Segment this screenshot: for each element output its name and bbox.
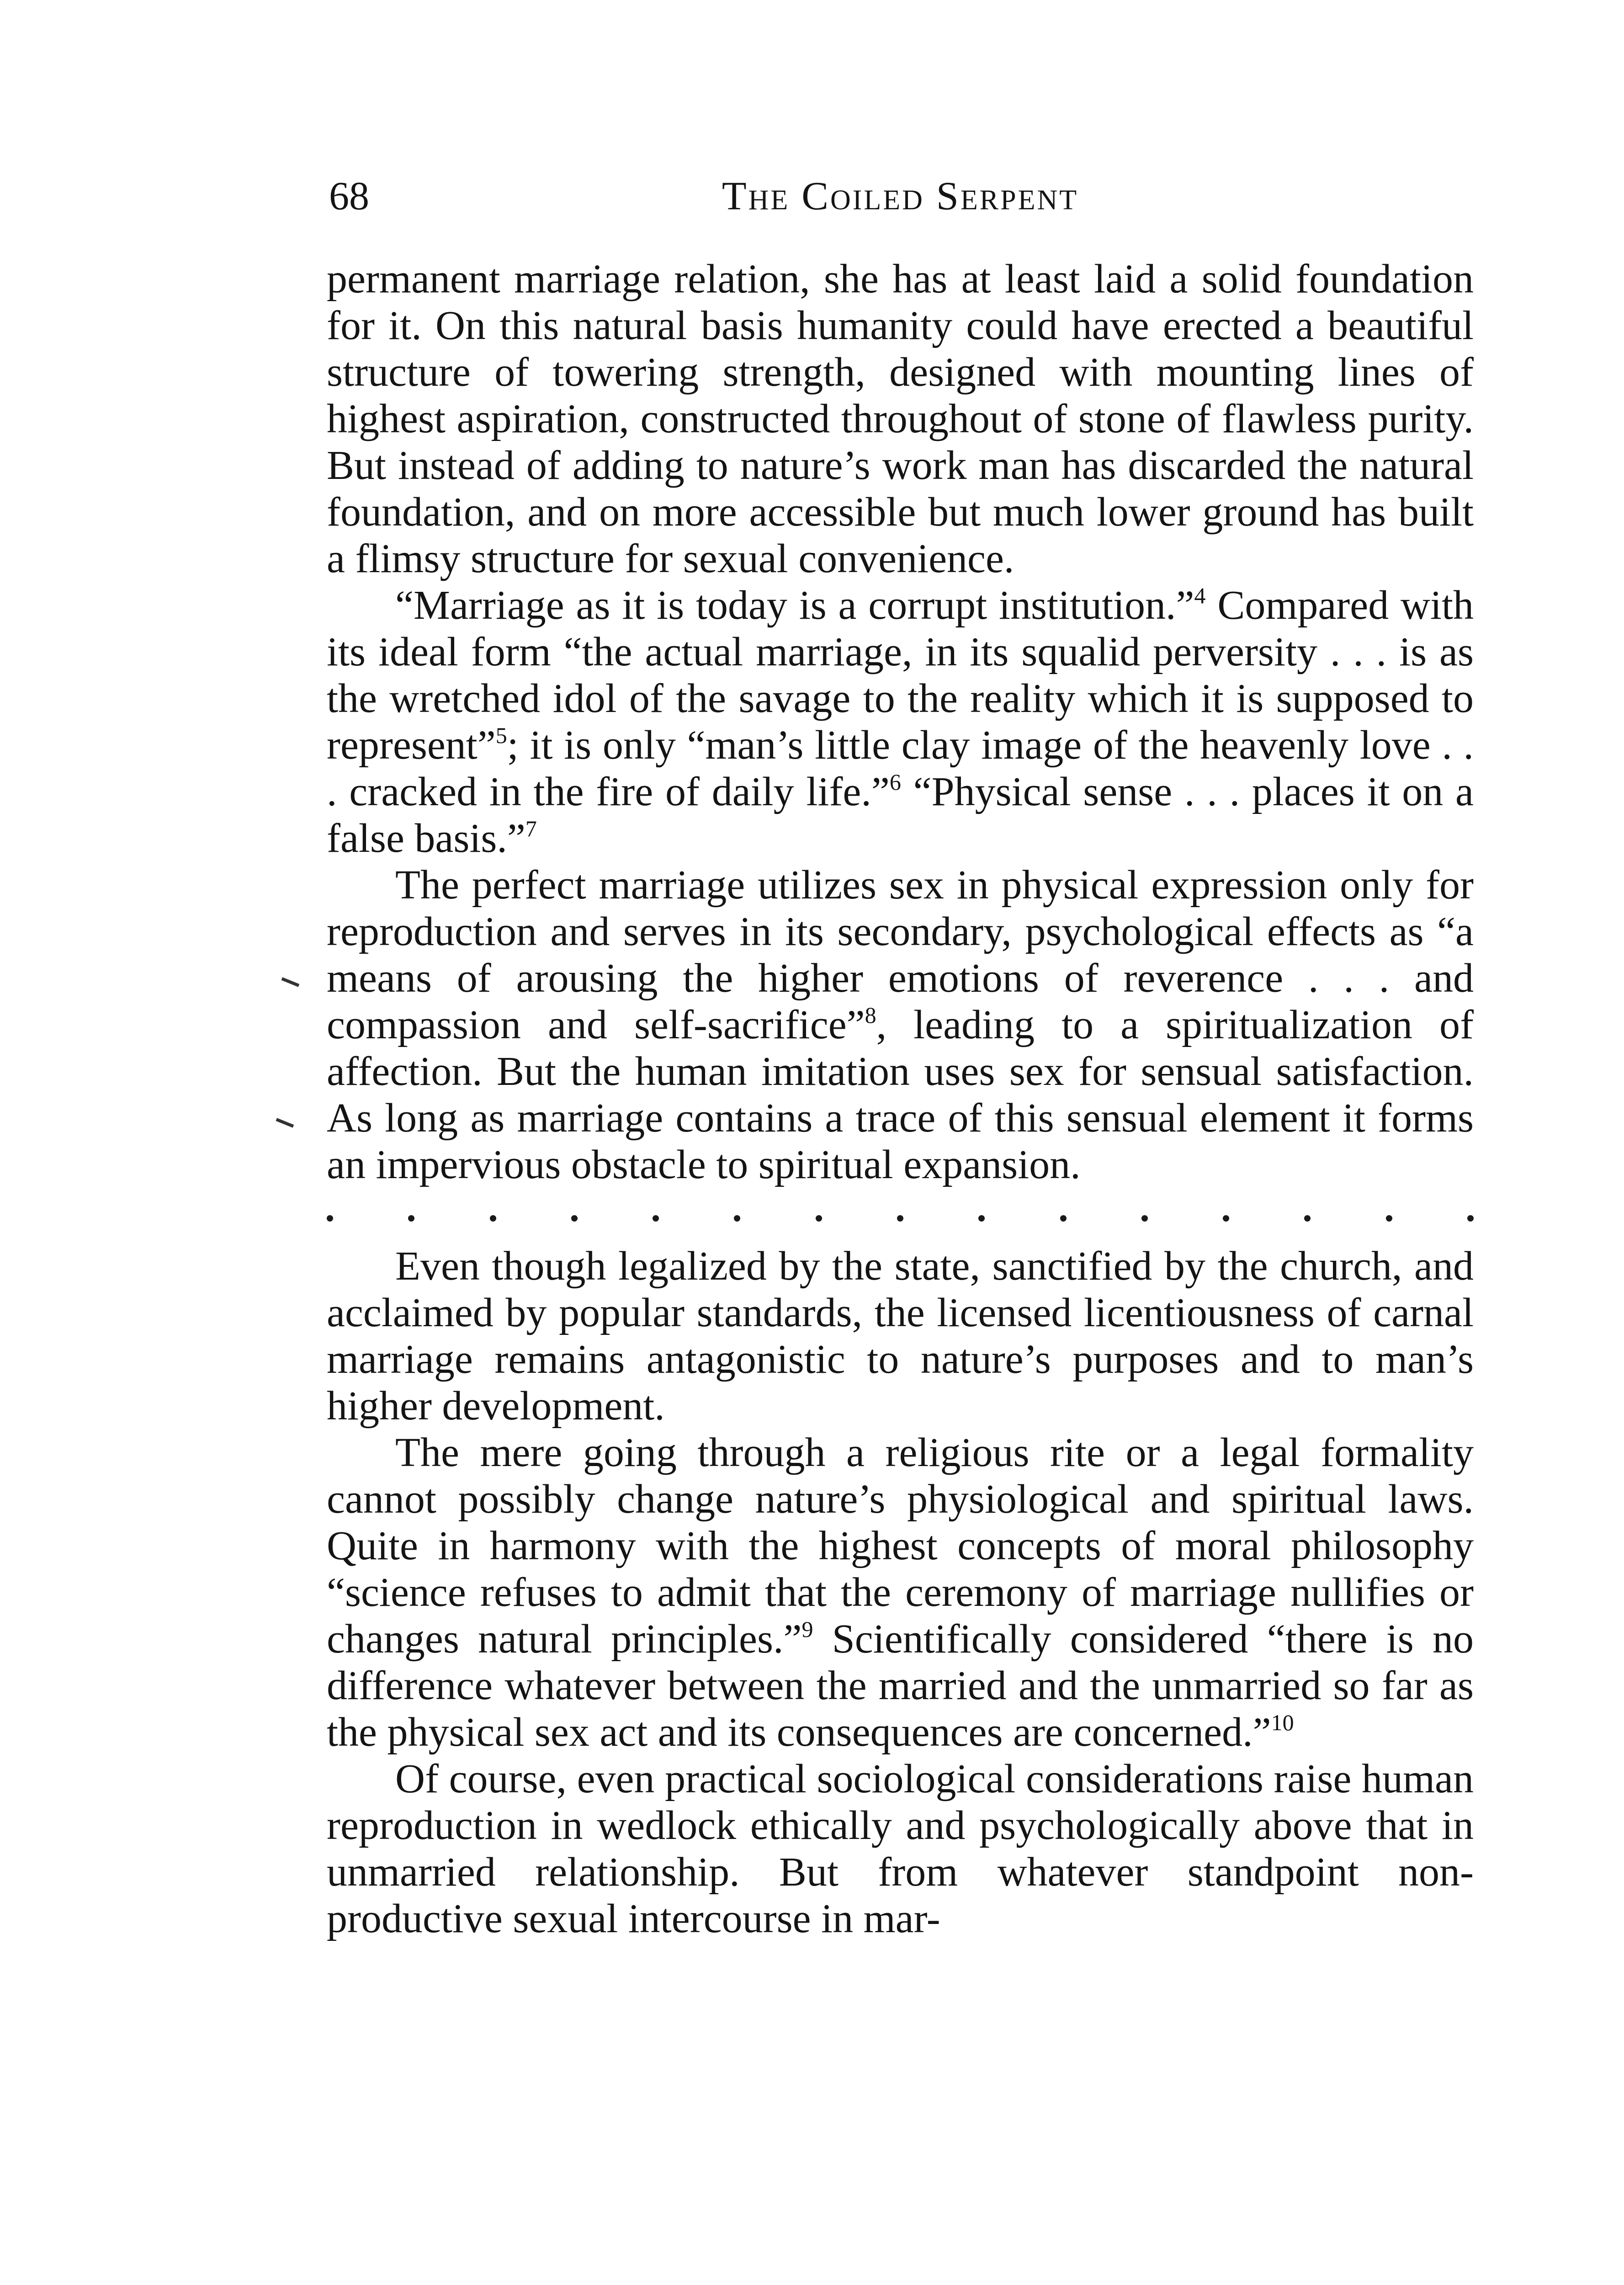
paragraph: “Marriage as it is today is a corrupt institution.”$^4$ Compared with its ideal form “the actual marriage, in its squalid perversity . . . is as the wretched idol of the savage to the reality which it is supposed to represent”$^5$; it is only “man’s little clay image of the heavenly love . . . cracked in the fire of daily life.”$^6$ “Physical sense . . . places it on a false basis.”$^7$	[327, 583, 1474, 861]
footnote-ref: 10	[1271, 1710, 1294, 1735]
footnote-ref: 7	[525, 816, 537, 841]
footnote-ref: 8	[865, 1002, 876, 1028]
body-text	[327, 256, 1474, 1942]
paragraph: Even though legalized by the state, sanctified by the church, and acclaimed by popular standards, the licensed licentiousness of carnal marriage remains antagonistic to nature’s purposes and to man’s higher development.	[327, 1243, 1474, 1429]
page-number: 68	[329, 174, 369, 218]
page-header	[329, 171, 1471, 222]
paragraph: permanent marriage relation, she has at least laid a solid foundation for it. On this natural basis humanity could have erected a beautiful structure of towering strength, designed with mounting lines of highest aspiration, constructed throughout of stone of flawless purity. But instead of adding to nature’s work man has discarded the natural foundation, and on more accessible but much lower ground has built a flimsy structure for sexual convenience.	[327, 256, 1474, 581]
margin-pencil-mark	[281, 971, 302, 987]
footnote-ref: 5	[495, 723, 507, 748]
section-break	[327, 1205, 1474, 1232]
paragraph: The mere going through a religious rite or a legal formality cannot possibly change nature’s physiological and spiritual laws. Quite in harmony with the highest concepts of moral philosophy “science refuses to admit that the ceremony of marriage nullifies or changes natural principles.”$^9$ Scientifically considered “there is no difference whatever between the married and the unmarried so far as the physical sex act and its consequences are concerned.”$^{10}$	[327, 1430, 1474, 1755]
paragraph: The perfect marriage utilizes sex in physical expression only for reproduction and serves in its secondary, psychological effects as “a means of arousing the higher emotions of reverence . . . and compassion and self-sacrifice”$^8$, leading to a spiritualization of affection. But the human imitation uses sex for sensual satisfaction. As long as marriage contains a trace of this sensual element it forms an impervious obstacle to spiritual expansion.	[327, 862, 1474, 1187]
footnote-ref: 6	[889, 769, 901, 795]
footnote-ref: 9	[801, 1616, 813, 1642]
running-head: The Coiled Serpent	[722, 174, 1079, 218]
paragraph: Of course, even practical sociological considerations raise human reproduction in wedlock ethically and psychologically above that in unmarried relationship. But from whatever standpoint non-productive sexual intercourse in mar-	[327, 1756, 1474, 1941]
footnote-ref: 4	[1194, 583, 1206, 608]
margin-pencil-mark	[276, 1112, 297, 1127]
